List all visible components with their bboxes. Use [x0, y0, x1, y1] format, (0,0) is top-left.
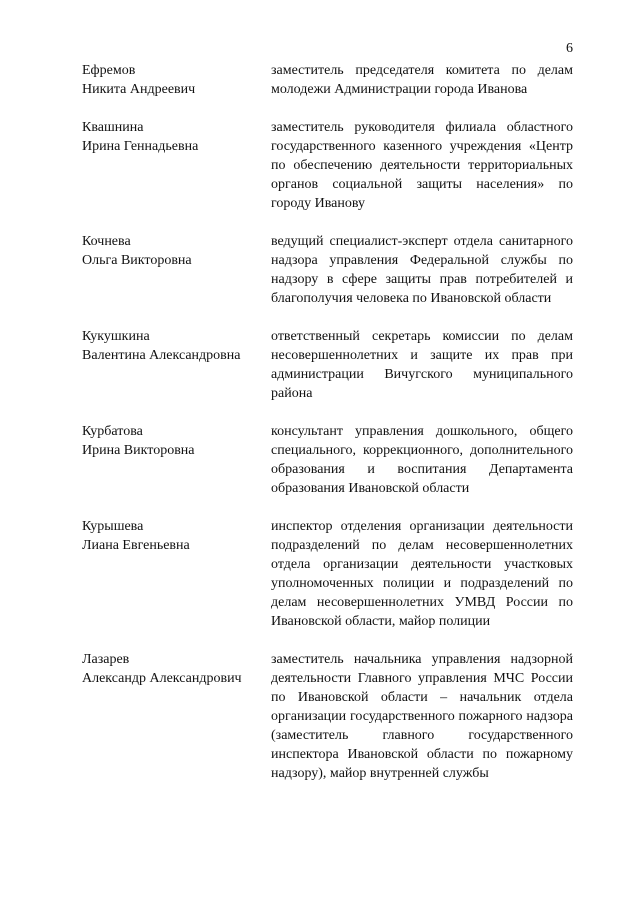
- member-position: инспектор отделения организации деятельности подразделений по делам несовершеннолетних отдела организации деятельности участковых уполномоченных полиции и подразделений по делам несовершеннолетних УМВД России по Ивановской области, майор полиции: [271, 519, 573, 629]
- member-name: [82, 422, 262, 460]
- member-name: [82, 232, 262, 270]
- member-given-names: Ольга Викторовна: [82, 253, 192, 268]
- member-entry: [0, 327, 640, 403]
- member-surname: Курбатова: [82, 424, 143, 439]
- member-given-names: Ирина Геннадьевна: [82, 139, 199, 154]
- member-name: [82, 327, 262, 365]
- page-number: 6: [566, 41, 573, 56]
- member-name: [82, 118, 262, 156]
- member-given-names: Валентина Александровна: [82, 348, 241, 363]
- member-surname: Кочнева: [82, 234, 131, 249]
- member-list: [0, 61, 640, 802]
- member-position: заместитель руководителя филиала областного государственного казенного учреждения «Центр по обеспечению деятельности территориальных органов социальной защиты населения» по городу Иванову: [271, 120, 573, 211]
- member-surname: Лазарев: [82, 652, 130, 667]
- member-surname: Кукушкина: [82, 329, 150, 344]
- member-position: ответственный секретарь комиссии по делам несовершеннолетних и защите их прав при администрации Вичугского муниципального района: [271, 329, 573, 401]
- member-entry: [0, 118, 640, 213]
- member-given-names: Лиана Евгеньевна: [82, 538, 190, 553]
- member-entry: [0, 422, 640, 498]
- member-position: ведущий специалист-эксперт отдела санитарного надзора управления Федеральной службы по надзору в сфере защиты прав потребителей и благополучия человека по Ивановской области: [271, 234, 573, 306]
- member-position: заместитель председателя комитета по делам молодежи Администрации города Иванова: [271, 63, 573, 97]
- member-surname: Квашнина: [82, 120, 144, 135]
- member-name: [82, 650, 262, 688]
- member-surname: Курышева: [82, 519, 144, 534]
- member-surname: Ефремов: [82, 63, 136, 78]
- member-name: [82, 517, 262, 555]
- member-entry: [0, 517, 640, 631]
- member-entry: [0, 232, 640, 308]
- member-position: консультант управления дошкольного, общего специального, коррекционного, дополнительного образования и воспитания Департамента образования Ивановской области: [271, 424, 573, 496]
- member-position: заместитель начальника управления надзорной деятельности Главного управления МЧС России по Ивановской области – начальник отдела организации государственного пожарного надзора (заместитель главного государственного инспектора Ивановской области по пожарному надзору), майор внутренней службы: [271, 652, 573, 781]
- member-given-names: Александр Александрович: [82, 671, 242, 686]
- member-name: [82, 61, 262, 99]
- member-given-names: Никита Андреевич: [82, 82, 196, 97]
- member-entry: [0, 61, 640, 99]
- member-entry: [0, 650, 640, 783]
- member-given-names: Ирина Викторовна: [82, 443, 195, 458]
